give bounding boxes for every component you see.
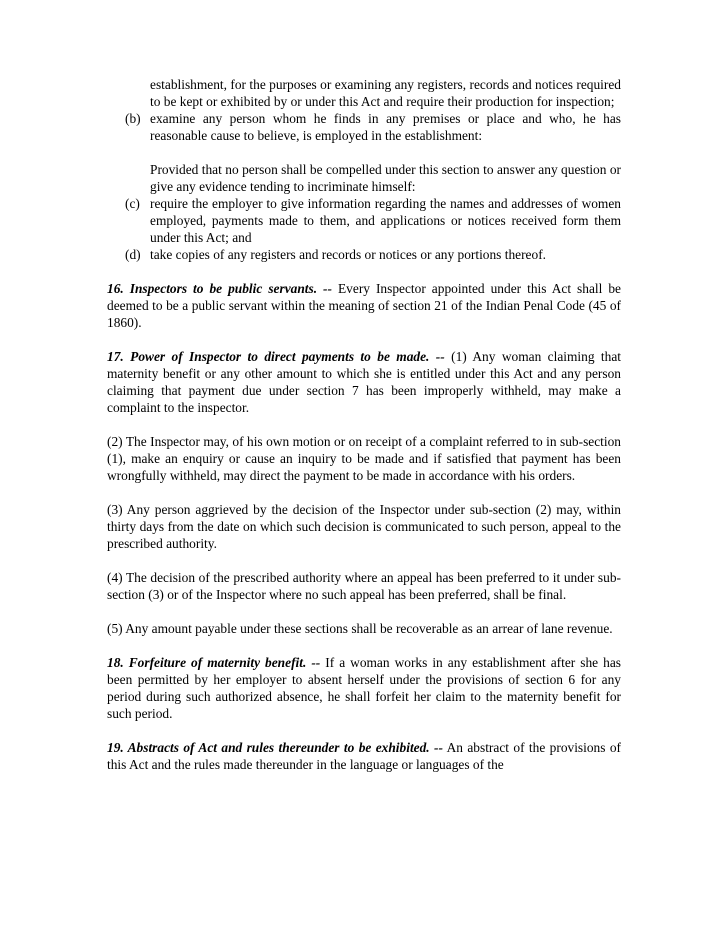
clause-d-label: (d): [125, 247, 141, 262]
section-17-sub-3: (3) Any person aggrieved by the decision of the Inspector under sub-section (2) may, within thirty days from the date on which such decision is communicated to such person, appeal to the prescribed authority.: [107, 502, 621, 551]
section-15-continuation: establishment, for the purposes or examining any registers, records and notices required to be kept or exhibited by or under this Act and require their production for inspection;: [150, 77, 621, 109]
section-17-sub-1-text: (1) Any woman claiming that maternity benefit or any other amount to which she is entitled under this Act and any person claiming that payment due under section 7 has been improperly withheld, may make a complaint to the inspector.: [107, 349, 621, 415]
section-17-sub-4: (4) The decision of the prescribed authority where an appeal has been preferred to it under sub-section (3) or of the Inspector where no such appeal has been preferred, shall be final.: [107, 570, 621, 602]
section-18-text: If a woman works in any establishment after she has been permitted by her employer to absent herself under the provisions of section 6 for any period during such authorized absence, he shall forfeit her claim to the maternity benefit for such period.: [107, 655, 621, 721]
proviso: Provided that no person shall be compelled under this section to answer any question or give any evidence tending to incriminate himself:: [150, 162, 621, 194]
section-16-title: 16. Inspectors to be public servants. --: [107, 281, 332, 296]
section-17-sub-1: [107, 348, 621, 416]
clause-d: [125, 246, 621, 263]
section-18-title: 18. Forfeiture of maternity benefit. --: [107, 655, 321, 670]
clause-c-label: (c): [125, 196, 140, 211]
section-18: [107, 654, 621, 722]
section-16-text: Every Inspector appointed under this Act shall be deemed to be a public servant within the meaning of section 21 of the Indian Penal Code (45 of 1860).: [107, 281, 621, 330]
clause-d-text: take copies of any registers and records or notices or any portions thereof.: [150, 247, 547, 262]
section-19-text: An abstract of the provisions of this Act and the rules made thereunder in the language or languages of the: [107, 740, 621, 772]
section-16: [107, 280, 621, 331]
clause-b-label: (b): [125, 111, 141, 126]
section-19-title: 19. Abstracts of Act and rules thereunder to be exhibited. --: [107, 740, 443, 755]
section-17-sub-5: (5) Any amount payable under these sections shall be recoverable as an arrear of lane revenue.: [107, 621, 613, 636]
clause-c: [125, 195, 621, 246]
document-page: [107, 76, 621, 773]
section-19: [107, 739, 621, 773]
section-17-sub-2: (2) The Inspector may, of his own motion or on receipt of a complaint referred to in sub-section (1), make an enquiry or cause an inquiry to be made and if satisfied that payment has been wrongfully withheld, may direct the payment to be made in accordance with his orders.: [107, 434, 621, 483]
clause-c-text: require the employer to give information regarding the names and addresses of women employed, payments made to them, and applications or notices received form them under this Act; and: [150, 196, 621, 245]
section-17-title: 17. Power of Inspector to direct payments to be made. --: [107, 349, 445, 364]
clause-b: [125, 110, 621, 144]
clause-b-text: examine any person whom he finds in any premises or place and who, he has reasonable cause to believe, is employed in the establishment:: [150, 111, 621, 143]
